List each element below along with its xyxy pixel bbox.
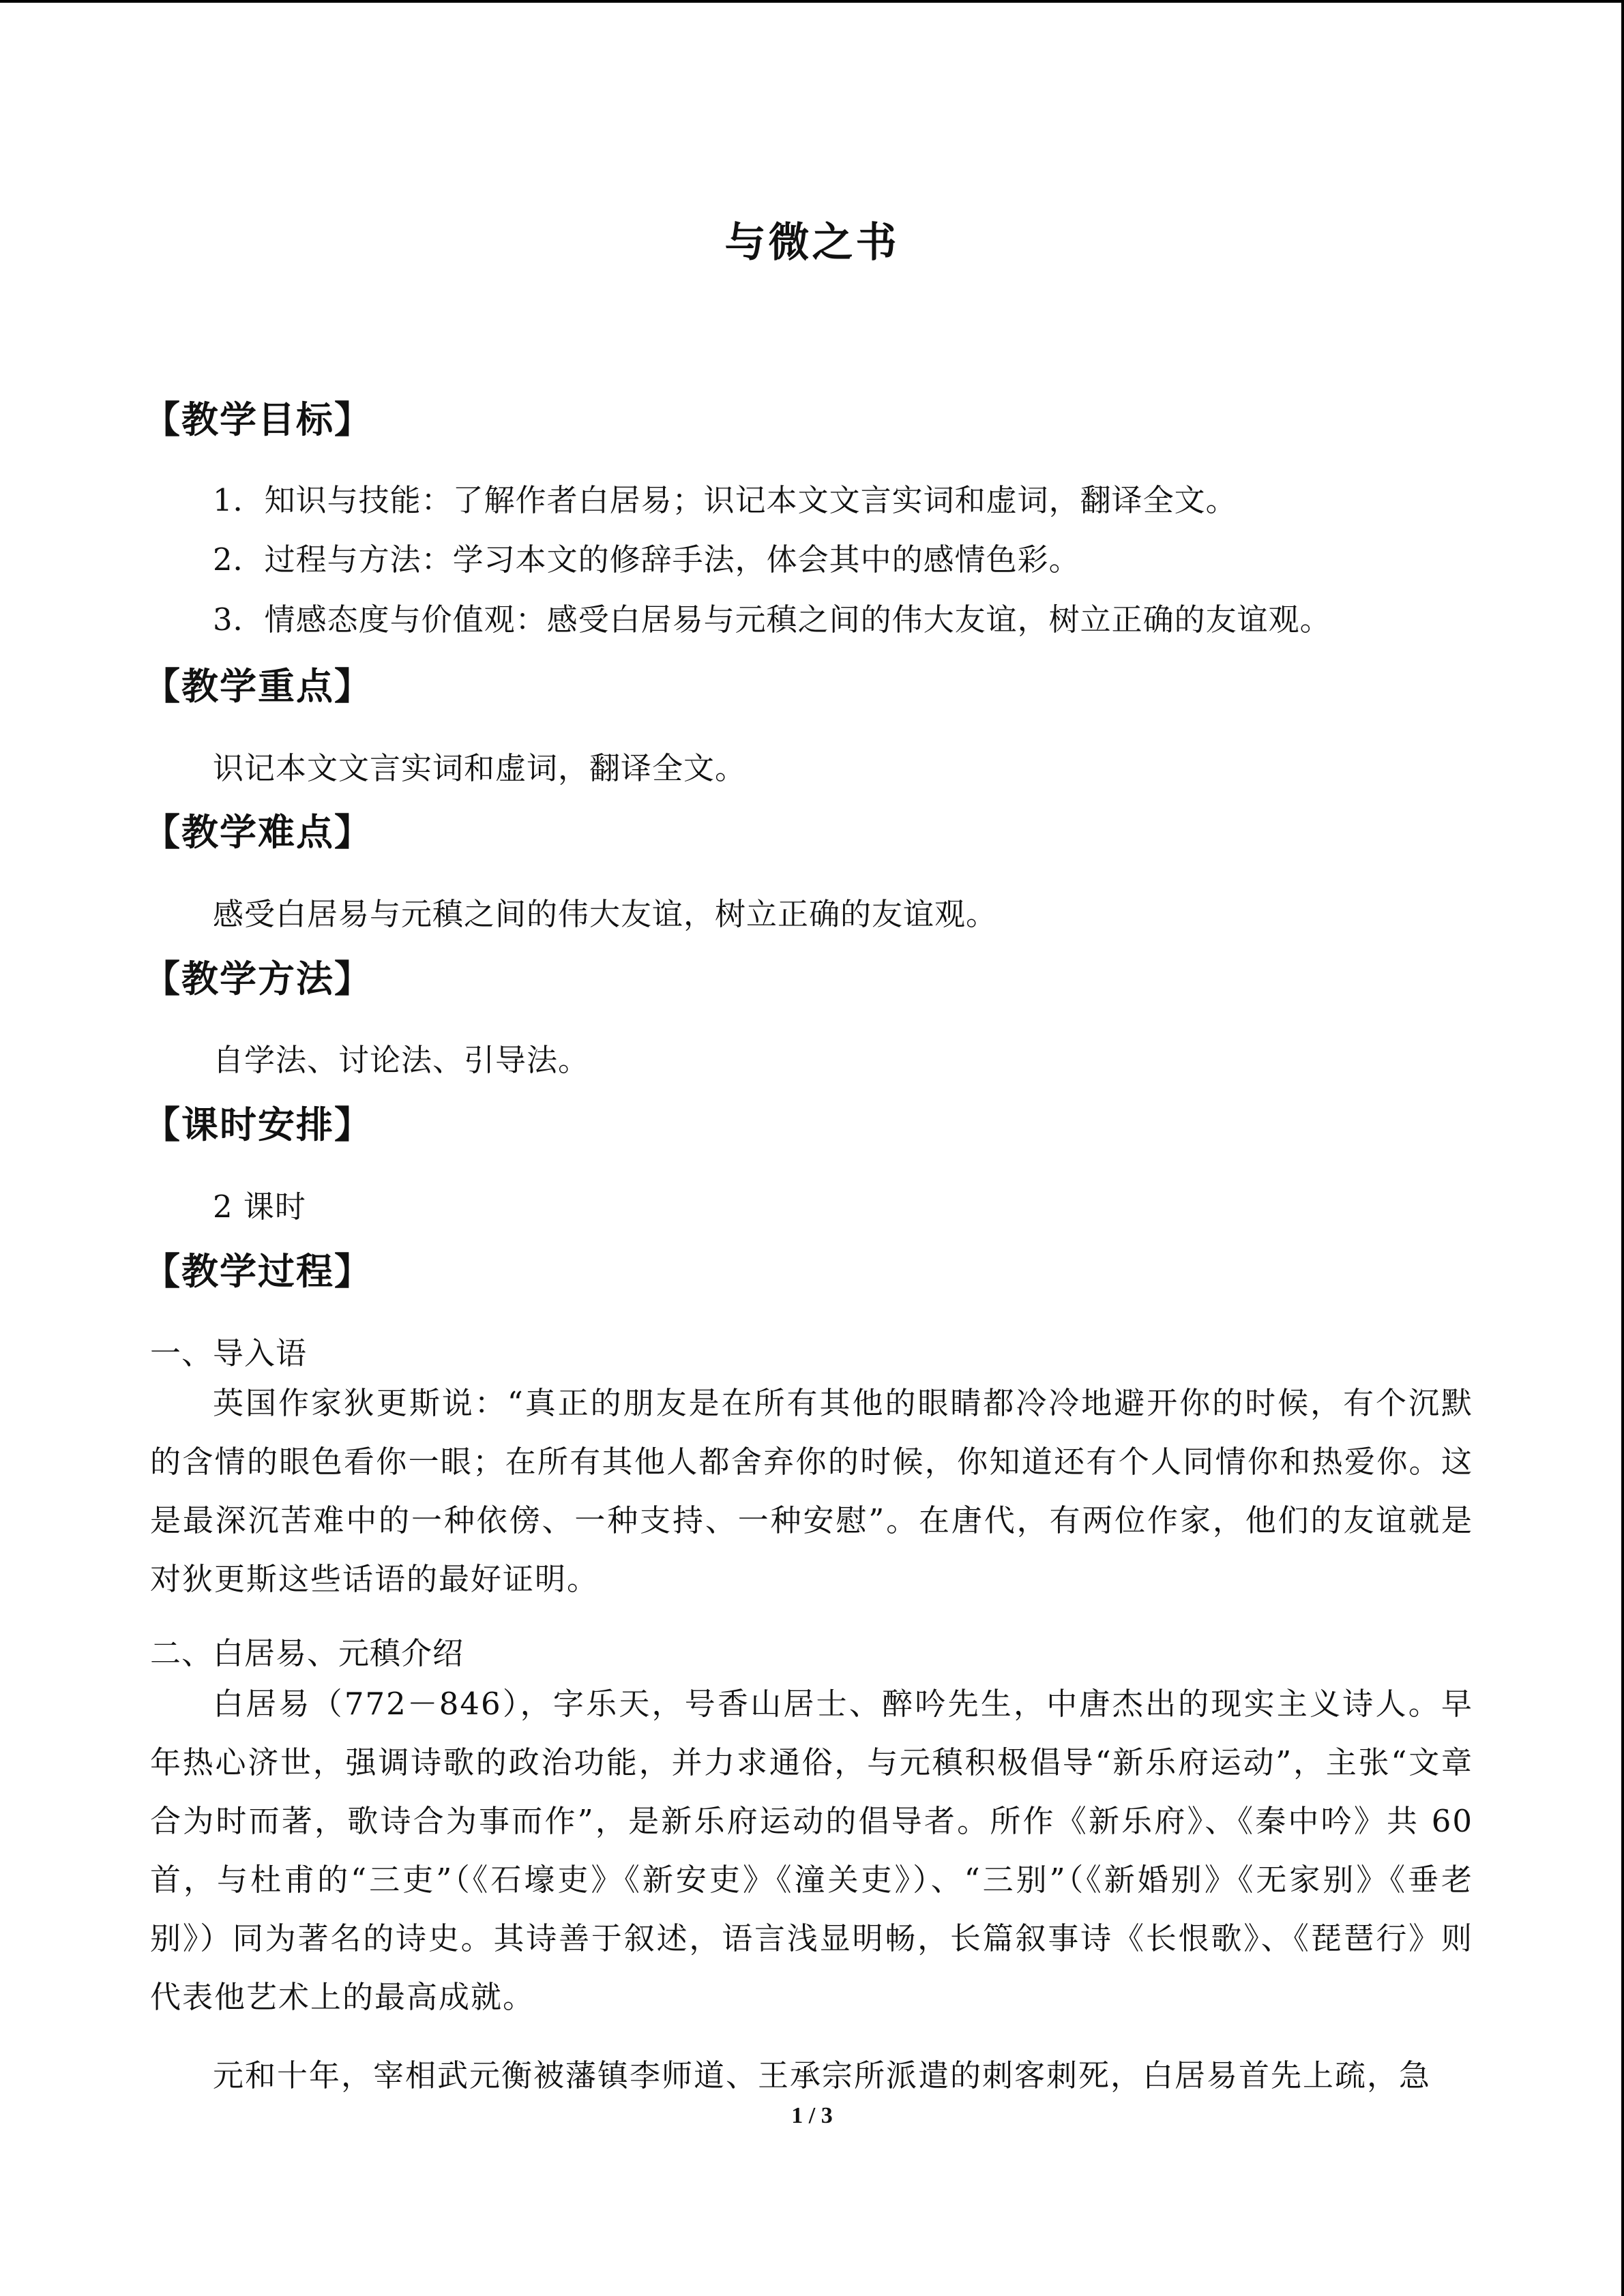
process-part2-text2: 元和十年，宰相武元衡被藩镇李师道、王承宗所派遣的刺客刺死，白居易首先上疏，急 xyxy=(213,2057,1432,2093)
heading-methods: 【教学方法】 xyxy=(143,957,372,1000)
process-part1-text: 英国作家狄更斯说：“真正的朋友是在所有其他的眼睛都冷冷地避开你的时候，有个沉默的含情的眼色看你一眼；在所有其他人都舍弃你的时候，你知道还有个人同情你和热爱你。这是最深沉苦难中的一种依傍、一种支持、一种安慰”。在唐代，有两位作家，他们的友谊就是对狄更斯这些话语的最好证明。 xyxy=(150,1385,1473,1597)
heading-difficulties: 【教学难点】 xyxy=(143,811,372,854)
process-part2-text1: 白居易（772－846），字乐天，号香山居士、醉吟先生，中唐杰出的现实主义诗人。早年热心济世，强调诗歌的政治功能，并力求通俗，与元稹积极倡导“新乐府运动”，主张“文章合为时而著，歌诗合为事而作”，是新乐府运动的倡导者。所作《新乐府》、《秦中吟》共 60 首，与杜甫的“三吏”（《石壕吏》《新安吏》《潼关吏》）、“三别”（《新婚别》《无家别》《垂老别》）同为著名的诗史。其诗善于叙述，语言浅显明畅，长篇叙事诗《长恨歌》、《琵琶行》则代表他艺术上的最高成就。 xyxy=(150,1686,1473,2015)
document-title: 与微之书 xyxy=(724,219,900,267)
objective-item-1: 1．知识与技能：了解作者白居易；识记本文文言实词和虚词，翻译全文。 xyxy=(213,482,1237,518)
methods-text: 自学法、讨论法、引导法。 xyxy=(213,1042,590,1078)
heading-process: 【教学过程】 xyxy=(143,1250,372,1293)
objective-item-3: 3．情感态度与价值观：感受白居易与元稹之间的伟大友谊，树立正确的友谊观。 xyxy=(213,601,1331,638)
heading-objectives: 【教学目标】 xyxy=(143,398,372,441)
key-points-text: 识记本文文言实词和虚词，翻译全文。 xyxy=(213,750,747,786)
page-number: 1 / 3 xyxy=(791,2103,833,2128)
heading-key-points: 【教学重点】 xyxy=(143,665,372,708)
heading-schedule: 【课时安排】 xyxy=(143,1103,372,1146)
process-part2-title: 二、白居易、元稹介绍 xyxy=(150,1635,464,1671)
process-part1-title: 一、导入语 xyxy=(150,1335,308,1371)
schedule-text: 2 课时 xyxy=(213,1189,306,1225)
objective-item-2: 2．过程与方法：学习本文的修辞手法，体会其中的感情色彩。 xyxy=(213,541,1080,578)
difficulties-text: 感受白居易与元稹之间的伟大友谊，树立正确的友谊观。 xyxy=(213,896,998,932)
